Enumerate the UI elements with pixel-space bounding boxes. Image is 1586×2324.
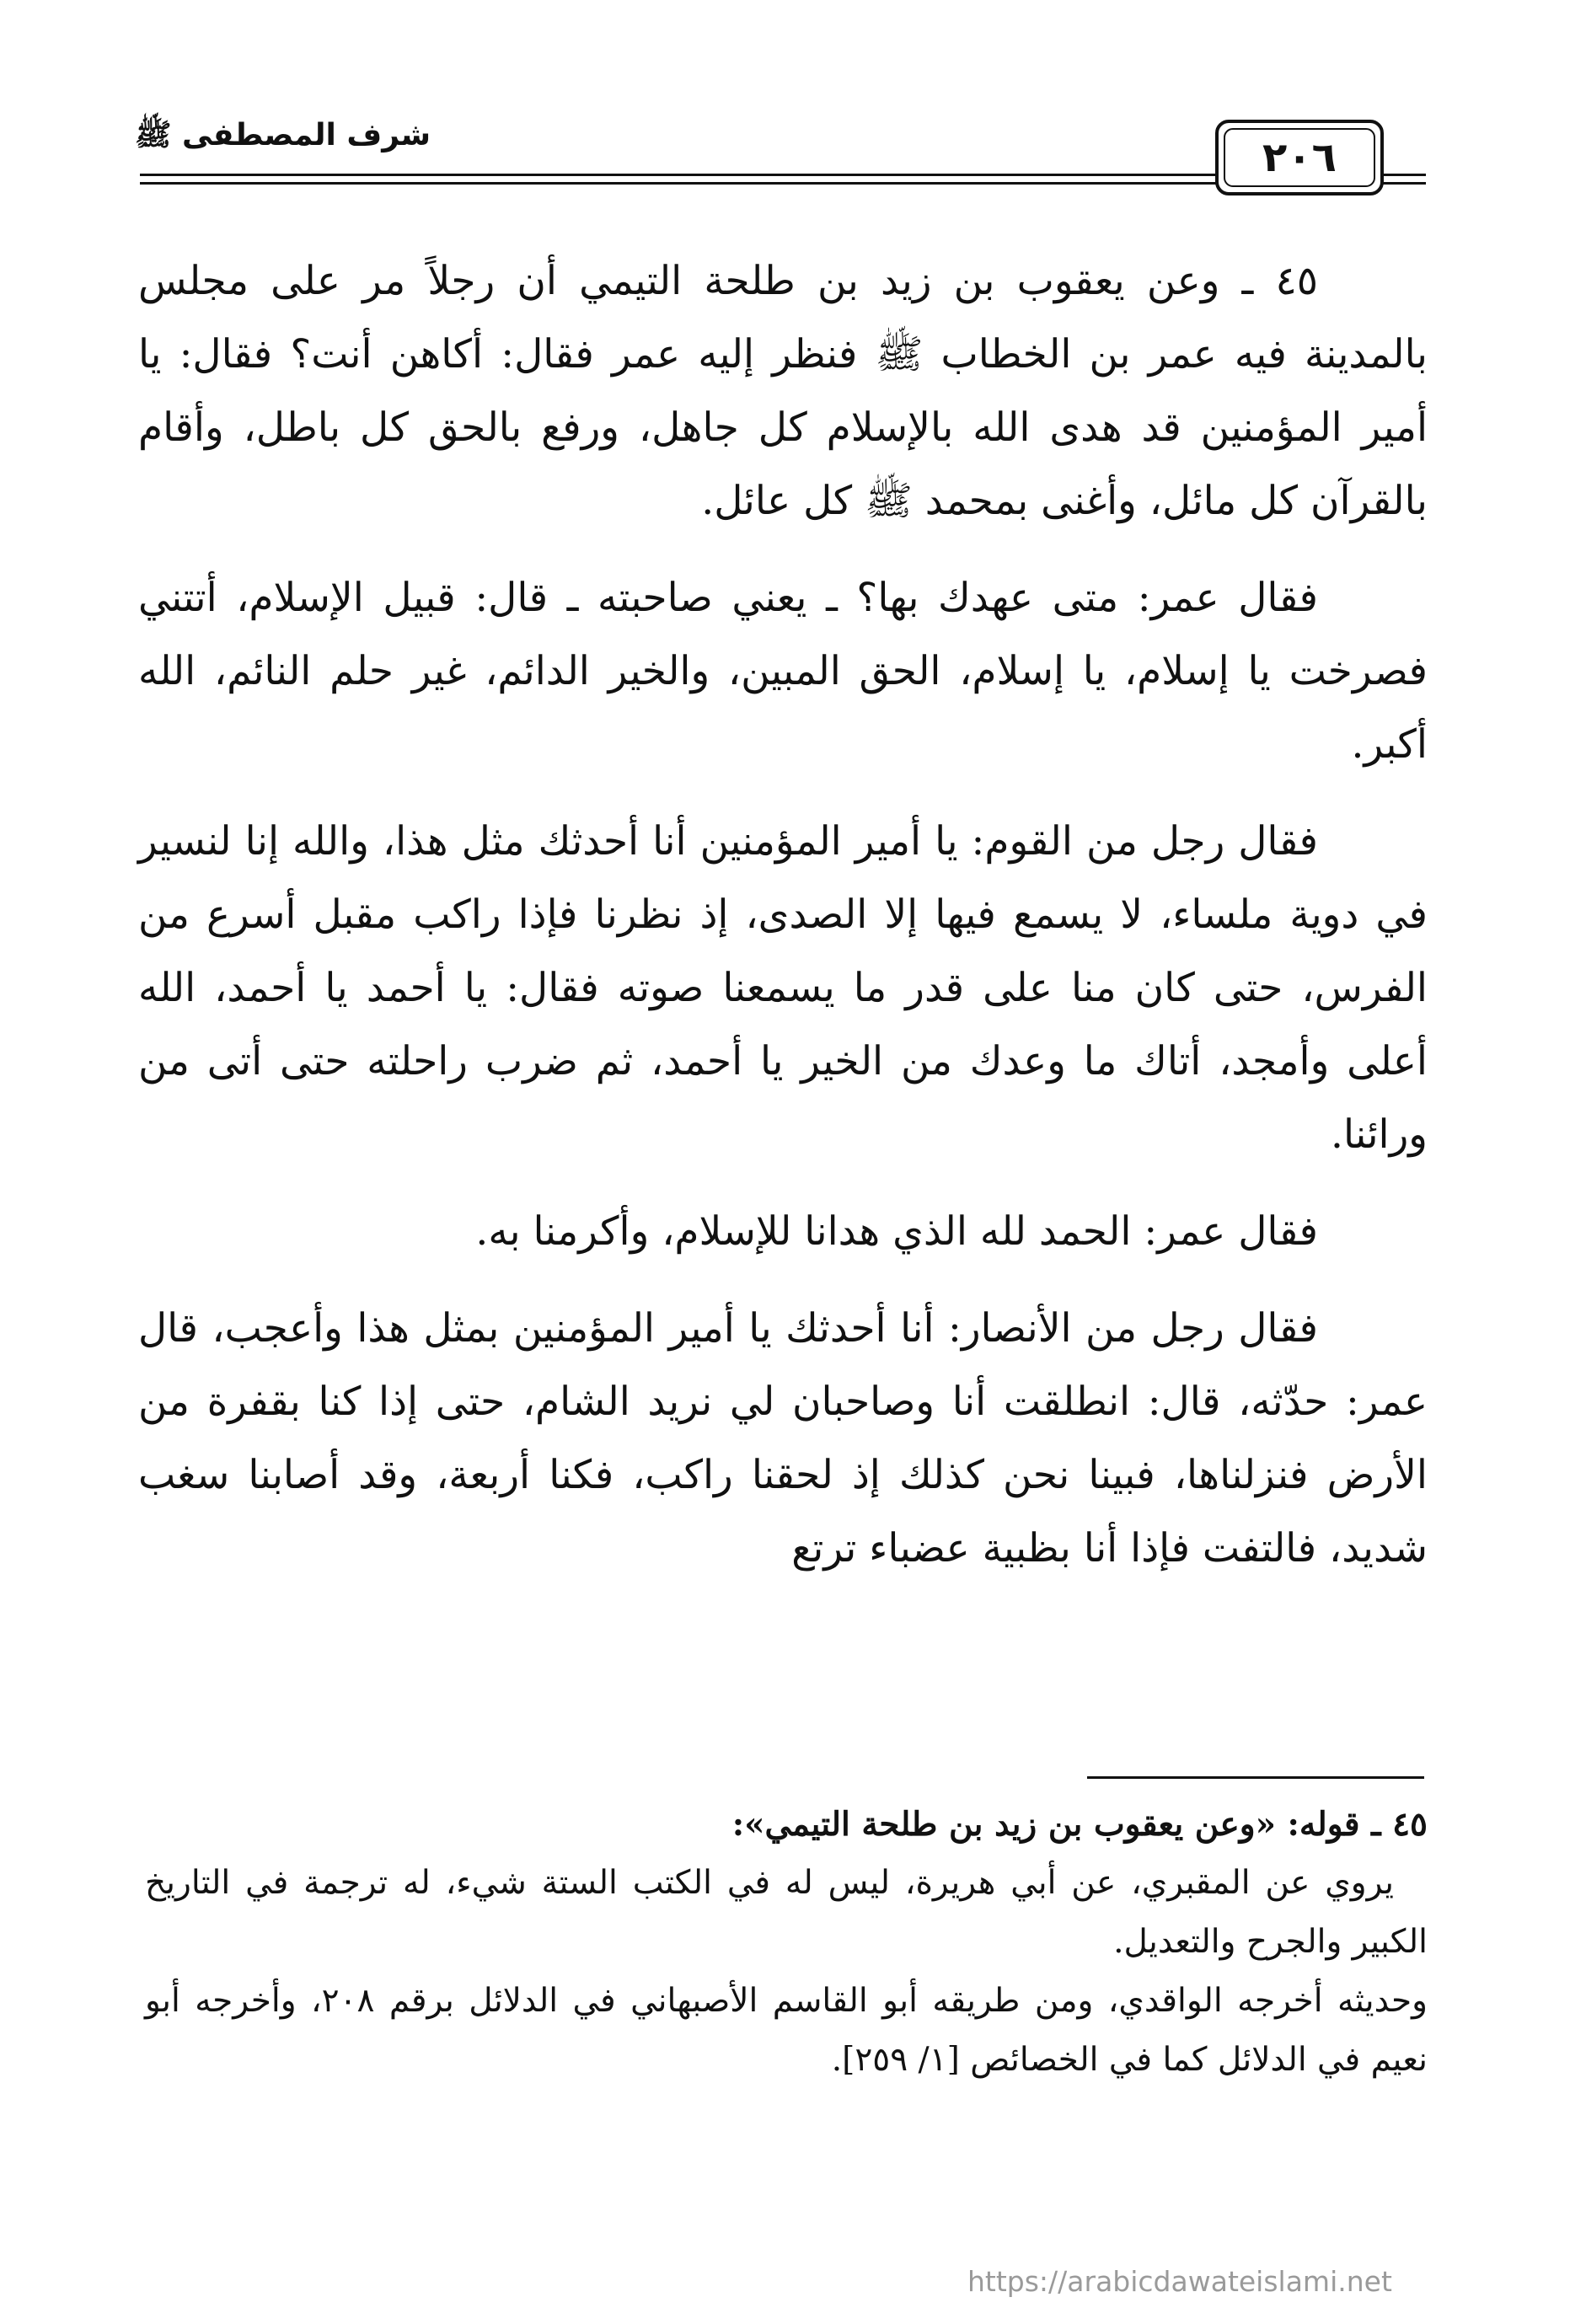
paragraph-ansari-man: فقال رجل من الأنصار: أنا أحدثك يا أمير المؤمنين بمثل هذا وأعجب، قال عمر: حدّثه، قال: انطلقت أنا وصاحبان لي نريد الشام، حتى إذا كنا بقفرة من الأرض فنزلناها، فبينا نحن كذلك إذ لحقنا راكب، فكنا أربعة، وقد أصابنا سغب شديد، فالتفت فإذا أنا بظبية عضباء ترتع (138, 1305, 1428, 1572)
page-number-frame (1215, 120, 1384, 195)
footnote-paragraph: يروي عن المقبري، عن أبي هريرة، ليس له في الكتب الستة شيء، له ترجمة في التاريخ الكبير والجرح والتعديل. (145, 1864, 1428, 1961)
paragraph-umar-praise: فقال عمر: الحمد لله الذي هدانا للإسلام، وأكرمنا به. (475, 1208, 1318, 1255)
paragraph-man-from-people: فقال رجل من القوم: يا أمير المؤمنين أنا أحدثك مثل هذا، والله إنا لنسير في دوية ملساء، لا يسمع فيها إلا الصدى، إذ نظرنا فإذا راكب مقبل أسرع من الفرس، حتى كان منا على قدر ما يسمعنا صوته فقال: يا أحمد يا أحمد، الله أعلى وأمجد، أتاك ما وعدك من الخير يا أحمد، ثم ضرب راحلته حتى أتى من ورائنا. (138, 818, 1428, 1158)
main-text (138, 244, 1428, 1585)
source-watermark: https://arabicdawateislami.net (967, 2265, 1392, 2298)
running-title: شرف المصطفى ﷺ (135, 118, 431, 153)
footnote-paragraph: وحديثه أخرجه الواقدي، ومن طريقه أبو القاسم الأصبهاني في الدلائل برقم ٢٠٨، وأخرجه أبو نعيم في الدلائل كما في الخصائص [١/ ٢٥٩]. (145, 1982, 1428, 2079)
footnotes (145, 1795, 1428, 2090)
paragraph-umar-question: فقال عمر: متى عهدك بها؟ ـ يعني صاحبته ـ قال: قبيل الإسلام، أتتني فصرخت يا إسلام، يا إسلام، الحق المبين، والخير الدائم، غير حلم النائم، الله أكبر. (138, 575, 1428, 768)
paragraph-hadith-45: ٤٥ ـ وعن يعقوب بن زيد بن طلحة التيمي أن رجلاً مر على مجلس بالمدينة فيه عمر بن الخطاب ﷺ فنظر إليه عمر فقال: أكاهن أنت؟ فقال: يا أمير المؤمنين قد هدى الله بالإسلام كل جاهل، ورفع بالحق كل باطل، وأقام بالقرآن كل مائل، وأغنى بمحمد ﷺ كل عائل. (138, 258, 1428, 524)
page-number: ٢٠٦ (1262, 134, 1337, 181)
footnote-heading: ٤٥ ـ قوله: «وعن يعقوب بن زيد بن طلحة التيمي»: (731, 1805, 1428, 1844)
footnote-separator (1087, 1776, 1424, 1779)
